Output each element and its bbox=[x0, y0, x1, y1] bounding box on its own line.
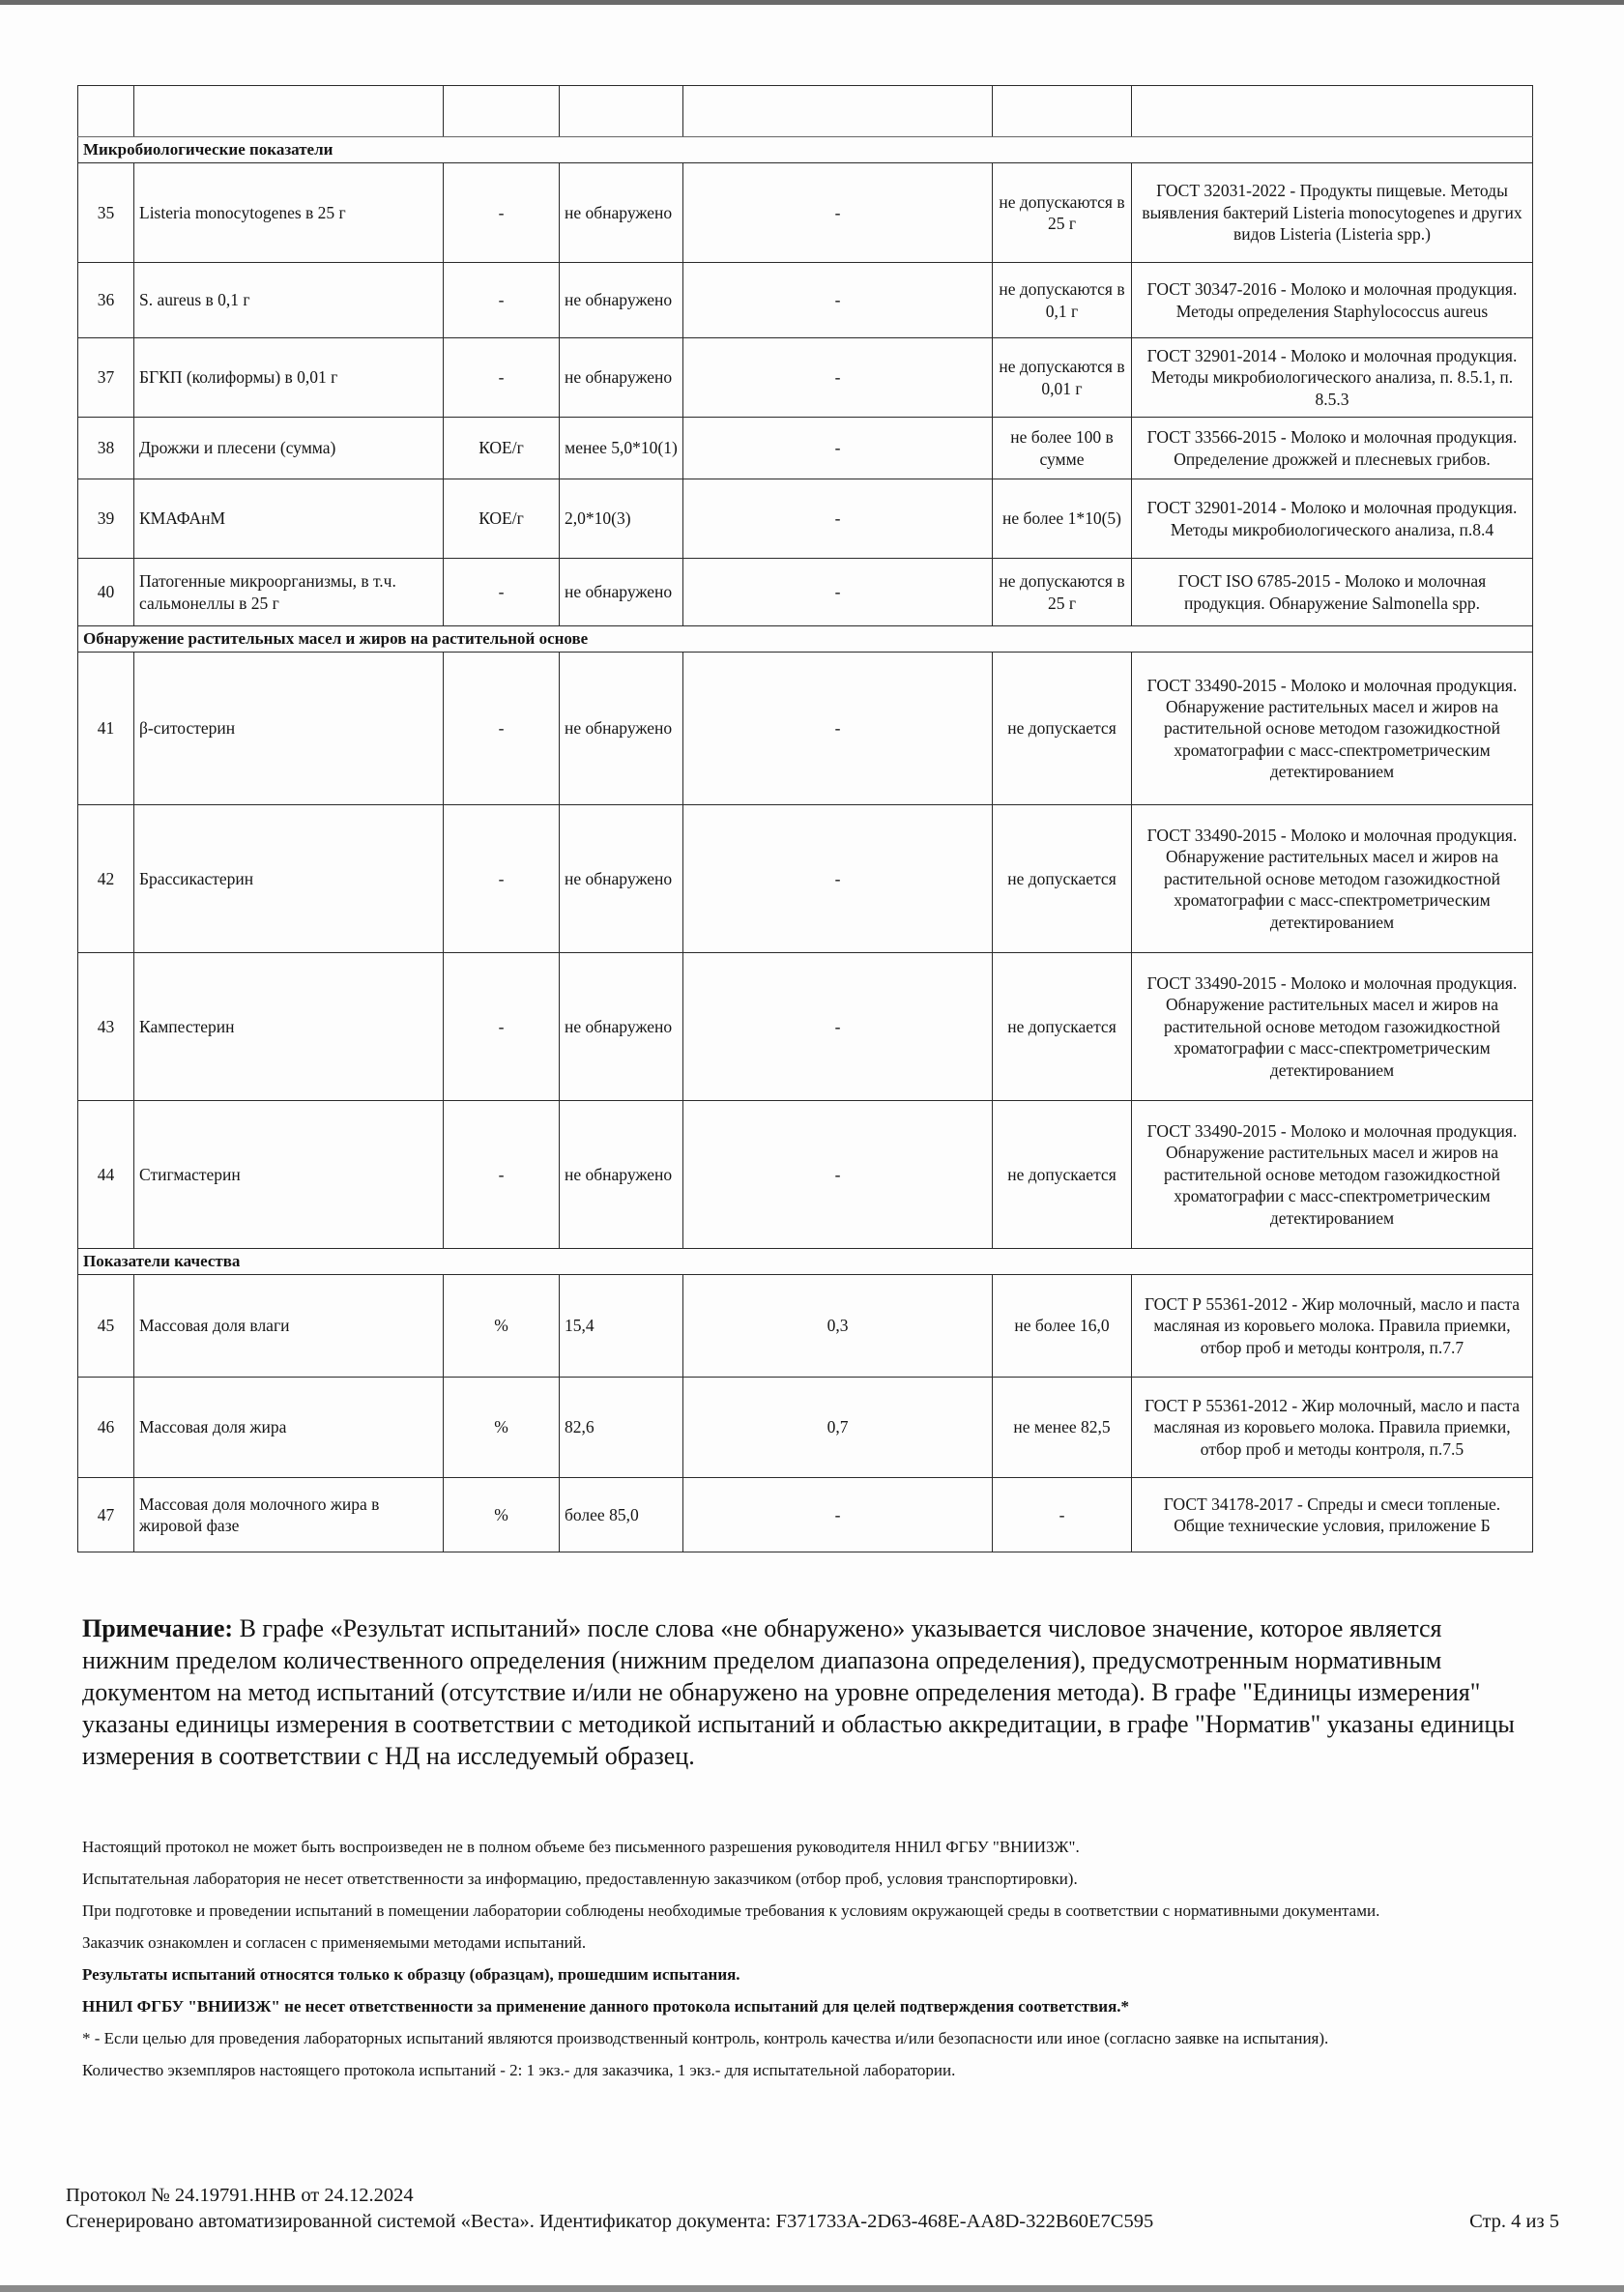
uncertainty: - bbox=[683, 559, 993, 626]
unit: - bbox=[444, 559, 560, 626]
row-number: 43 bbox=[78, 953, 134, 1101]
norm: не допускаются в 25 г bbox=[993, 163, 1132, 263]
indicator-name: S. aureus в 0,1 г bbox=[134, 263, 444, 338]
test-result: не обнаружено bbox=[560, 805, 683, 953]
indicator-name: β-ситостерин bbox=[134, 653, 444, 805]
unit: % bbox=[444, 1378, 560, 1478]
results-table bbox=[77, 85, 1533, 1552]
norm: не допускается bbox=[993, 653, 1132, 805]
scan-edge-bottom bbox=[0, 2285, 1624, 2292]
indicator-name: Массовая доля влаги bbox=[134, 1275, 444, 1378]
norm: - bbox=[993, 1478, 1132, 1552]
test-method: ГОСТ 34178-2017 - Спреды и смеси топленые. Общие технические условия, приложение Б bbox=[1132, 1478, 1533, 1552]
table-row bbox=[78, 163, 1533, 263]
indicator-name: Кампестерин bbox=[134, 953, 444, 1101]
indicator-name: Брассикастерин bbox=[134, 805, 444, 953]
unit: - bbox=[444, 163, 560, 263]
page-footer bbox=[66, 2183, 1559, 2235]
section-header-row bbox=[78, 137, 1533, 163]
section-title: Микробиологические показатели bbox=[78, 137, 1533, 163]
test-result: не обнаружено bbox=[560, 953, 683, 1101]
uncertainty: - bbox=[683, 338, 993, 418]
norm: не допускается bbox=[993, 1101, 1132, 1249]
generated-by: Сгенерировано автоматизированной системой «Веста». Идентификатор документа: F371733A-2D63-468E-AA8D-322B60E7C595 bbox=[66, 2211, 1154, 2232]
test-result: 15,4 bbox=[560, 1275, 683, 1378]
uncertainty: 0,3 bbox=[683, 1275, 993, 1378]
indicator-name: Массовая доля молочного жира в жировой фазе bbox=[134, 1478, 444, 1552]
unit: - bbox=[444, 653, 560, 805]
disclaimer-line: Настоящий протокол не может быть воспроизведен не в полном объеме без письменного разрешения руководителя ННИЛ ФГБУ "ВНИИЗЖ". bbox=[82, 1838, 1080, 1856]
table-row bbox=[78, 1478, 1533, 1552]
test-method: ГОСТ 33490-2015 - Молоко и молочная продукция. Обнаружение растительных масел и жиров на растительной основе методом газожидкостной хроматографии с масс-спектрометрическим детектированием bbox=[1132, 953, 1533, 1101]
unit: % bbox=[444, 1275, 560, 1378]
table-row bbox=[78, 1275, 1533, 1378]
row-number: 36 bbox=[78, 263, 134, 338]
uncertainty: - bbox=[683, 1101, 993, 1249]
row-number: 38 bbox=[78, 418, 134, 479]
test-method: ГОСТ Р 55361-2012 - Жир молочный, масло и паста масляная из коровьего молока. Правила приемки, отбор проб и методы контроля, п.7.7 bbox=[1132, 1275, 1533, 1378]
norm: не допускаются в 0,1 г bbox=[993, 263, 1132, 338]
table-row bbox=[78, 653, 1533, 805]
uncertainty: - bbox=[683, 1478, 993, 1552]
norm: не допускается bbox=[993, 953, 1132, 1101]
uncertainty: - bbox=[683, 163, 993, 263]
unit: КОЕ/г bbox=[444, 418, 560, 479]
uncertainty: - bbox=[683, 653, 993, 805]
uncertainty: - bbox=[683, 418, 993, 479]
uncertainty: 0,7 bbox=[683, 1378, 993, 1478]
disclaimer-line: Количество экземпляров настоящего протокола испытаний - 2: 1 экз.- для заказчика, 1 экз.- для испытательной лаборатории. bbox=[82, 2061, 956, 2079]
disclaimer-line: При подготовке и проведении испытаний в помещении лаборатории соблюдены необходимые требования к условиям окружающей среды в соответствии с нормативными документами. bbox=[82, 1901, 1380, 1920]
test-method: ГОСТ 33490-2015 - Молоко и молочная продукция. Обнаружение растительных масел и жиров на растительной основе методом газожидкостной хроматографии с масс-спектрометрическим детектированием bbox=[1132, 1101, 1533, 1249]
table-row bbox=[78, 1101, 1533, 1249]
uncertainty: - bbox=[683, 805, 993, 953]
test-result: не обнаружено bbox=[560, 263, 683, 338]
disclaimer-line: Результаты испытаний относятся только к образцу (образцам), прошедшим испытания. bbox=[82, 1965, 740, 1984]
test-result: не обнаружено bbox=[560, 559, 683, 626]
indicator-name: Дрожжи и плесени (сумма) bbox=[134, 418, 444, 479]
test-method: ГОСТ 32031-2022 - Продукты пищевые. Методы выявления бактерий Listeria monocytogenes и других видов Listeria (Listeria spp.) bbox=[1132, 163, 1533, 263]
indicator-name: КМАФАнМ bbox=[134, 479, 444, 559]
disclaimer-line: * - Если целью для проведения лабораторных испытаний являются производственный контроль, контроль качества и/или безопасности или иное (согласно заявке на испытания). bbox=[82, 2029, 1329, 2047]
uncertainty: - bbox=[683, 953, 993, 1101]
table-row bbox=[78, 418, 1533, 479]
norm: не более 16,0 bbox=[993, 1275, 1132, 1378]
test-method: ГОСТ 32901-2014 - Молоко и молочная продукция. Методы микробиологического анализа, п.8.4 bbox=[1132, 479, 1533, 559]
row-number: 45 bbox=[78, 1275, 134, 1378]
test-method: ГОСТ 32901-2014 - Молоко и молочная продукция. Методы микробиологического анализа, п. 8.5.1, п. 8.5.3 bbox=[1132, 338, 1533, 418]
test-result: не обнаружено bbox=[560, 1101, 683, 1249]
test-method: ГОСТ 33490-2015 - Молоко и молочная продукция. Обнаружение растительных масел и жиров на растительной основе методом газожидкостной хроматографии с масс-спектрометрическим детектированием bbox=[1132, 653, 1533, 805]
unit: - bbox=[444, 805, 560, 953]
disclaimer-line: ННИЛ ФГБУ "ВНИИЗЖ" не несет ответственности за применение данного протокола испытаний для целей подтверждения соответствия.* bbox=[82, 1997, 1130, 2016]
row-number: 42 bbox=[78, 805, 134, 953]
page-number: Стр. 4 из 5 bbox=[1469, 2211, 1559, 2232]
protocol-number: Протокол № 24.19791.ННВ от 24.12.2024 bbox=[66, 2185, 414, 2206]
note-block bbox=[82, 1612, 1532, 1772]
unit: - bbox=[444, 338, 560, 418]
section-header-row bbox=[78, 626, 1533, 653]
test-method: ГОСТ 30347-2016 - Молоко и молочная продукция. Методы определения Staphylococcus aureus bbox=[1132, 263, 1533, 338]
row-number: 47 bbox=[78, 1478, 134, 1552]
norm: не допускаются в 0,01 г bbox=[993, 338, 1132, 418]
unit: - bbox=[444, 263, 560, 338]
table-row bbox=[78, 953, 1533, 1101]
table-row bbox=[78, 1378, 1533, 1478]
table-row bbox=[78, 263, 1533, 338]
test-result: 2,0*10(3) bbox=[560, 479, 683, 559]
unit: КОЕ/г bbox=[444, 479, 560, 559]
uncertainty: - bbox=[683, 479, 993, 559]
section-header-row bbox=[78, 1249, 1533, 1275]
test-method: ГОСТ 33566-2015 - Молоко и молочная продукция. Определение дрожжей и плесневых грибов. bbox=[1132, 418, 1533, 479]
norm: не допускаются в 25 г bbox=[993, 559, 1132, 626]
indicator-name: Listeria monocytogenes в 25 г bbox=[134, 163, 444, 263]
norm: не более 1*10(5) bbox=[993, 479, 1132, 559]
norm: не допускается bbox=[993, 805, 1132, 953]
scan-edge-top bbox=[0, 0, 1624, 5]
section-title: Показатели качества bbox=[78, 1249, 1533, 1275]
test-result: не обнаружено bbox=[560, 338, 683, 418]
disclaimer-line: Испытательная лаборатория не несет ответственности за информацию, предоставленную заказчиком (отбор проб, условия транспортировки). bbox=[82, 1870, 1078, 1888]
norm: не менее 82,5 bbox=[993, 1378, 1132, 1478]
uncertainty: - bbox=[683, 263, 993, 338]
test-result: не обнаружено bbox=[560, 653, 683, 805]
test-method: ГОСТ ISO 6785-2015 - Молоко и молочная продукция. Обнаружение Salmonella spp. bbox=[1132, 559, 1533, 626]
note-label: Примечание: bbox=[82, 1614, 234, 1642]
table-row bbox=[78, 338, 1533, 418]
section-title: Обнаружение растительных масел и жиров на растительной основе bbox=[78, 626, 1533, 653]
indicator-name: БГКП (колиформы) в 0,01 г bbox=[134, 338, 444, 418]
unit: - bbox=[444, 953, 560, 1101]
row-number: 39 bbox=[78, 479, 134, 559]
indicator-name: Массовая доля жира bbox=[134, 1378, 444, 1478]
row-number: 35 bbox=[78, 163, 134, 263]
row-number: 40 bbox=[78, 559, 134, 626]
disclaimer-line: Заказчик ознакомлен и согласен с применяемыми методами испытаний. bbox=[82, 1933, 587, 1952]
row-number: 41 bbox=[78, 653, 134, 805]
indicator-name: Патогенные микроорганизмы, в т.ч. сальмонеллы в 25 г bbox=[134, 559, 444, 626]
test-method: ГОСТ Р 55361-2012 - Жир молочный, масло и паста масляная из коровьего молока. Правила приемки, отбор проб и методы контроля, п.7.5 bbox=[1132, 1378, 1533, 1478]
table-row bbox=[78, 559, 1533, 626]
unit: % bbox=[444, 1478, 560, 1552]
row-number: 37 bbox=[78, 338, 134, 418]
note-text: В графе «Результат испытаний» после слова «не обнаружено» указывается числовое значение, которое является нижним пределом количественного определения (нижним пределом диапазона определения), предусмотренным нормативным документом на метод испытаний (отсутствие и/или не обнаружено на уровне определения метода). В графе "Единицы измерения" указаны единицы измерения в соответствии с методикой испытаний и областью аккредитации, в графе "Норматив" указаны единицы измерения в соответствии с НД на исследуемый образец. bbox=[82, 1614, 1515, 1770]
indicator-name: Стигмастерин bbox=[134, 1101, 444, 1249]
table-header-continuation bbox=[78, 86, 1533, 137]
norm: не более 100 в сумме bbox=[993, 418, 1132, 479]
row-number: 46 bbox=[78, 1378, 134, 1478]
row-number: 44 bbox=[78, 1101, 134, 1249]
table-row bbox=[78, 805, 1533, 953]
table-row bbox=[78, 479, 1533, 559]
test-result: более 85,0 bbox=[560, 1478, 683, 1552]
unit: - bbox=[444, 1101, 560, 1249]
disclaimers bbox=[82, 1831, 1542, 2086]
test-result: 82,6 bbox=[560, 1378, 683, 1478]
test-method: ГОСТ 33490-2015 - Молоко и молочная продукция. Обнаружение растительных масел и жиров на растительной основе методом газожидкостной хроматографии с масс-спектрометрическим детектированием bbox=[1132, 805, 1533, 953]
test-result: не обнаружено bbox=[560, 163, 683, 263]
test-result: менее 5,0*10(1) bbox=[560, 418, 683, 479]
